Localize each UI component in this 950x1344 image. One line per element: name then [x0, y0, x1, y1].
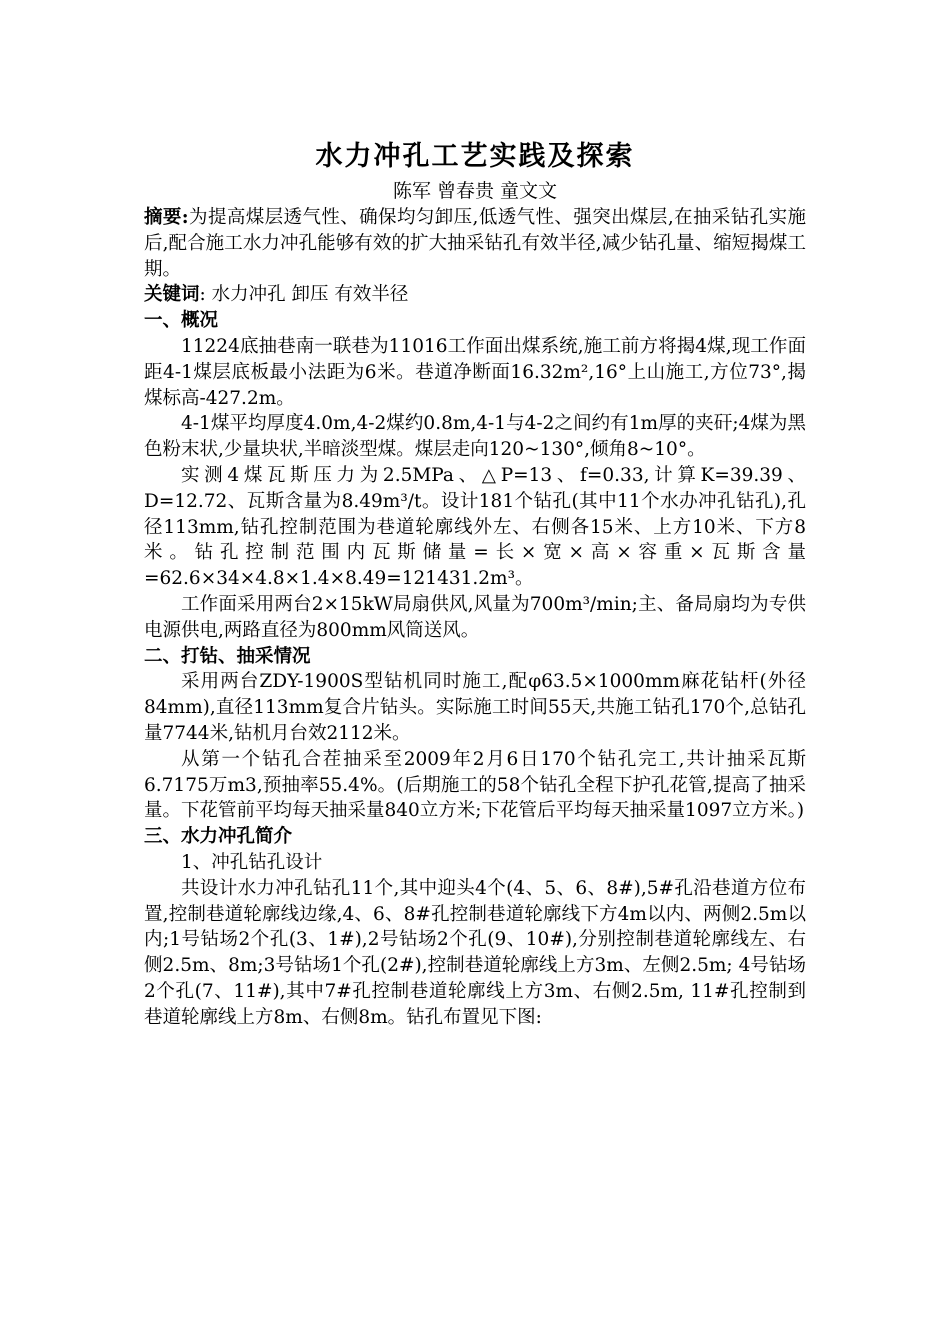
abstract-label: 摘要: — [144, 207, 189, 228]
keywords-label: 关键词 — [144, 284, 200, 306]
paragraph: 工作面采用两台2×15kW局扇供风,风量为700m³/min;主、备局扇均为专供电源供电,两路直径为800mm风筒送风。 — [144, 593, 806, 641]
paragraph: 4-1煤平均厚度4.0m,4-2煤约0.8m,4-1与4-2之间约有1m厚的夹矸;4煤为黑色粉末状,少量块状,半暗淡型煤。煤层走向120~130°,倾角8~10°。 — [144, 413, 806, 461]
paragraph: 采用两台ZDY-1900S型钻机同时施工,配φ63.5×1000mm麻花钻杆(外径84mm),直径113mm复合片钻头。实际施工时间55天,共施工钻孔170个,总钻孔量7744米,钻机月台效2112米。 — [144, 671, 806, 744]
section-heading-overview: 一、概况 — [144, 310, 219, 332]
abstract — [144, 205, 806, 282]
document-body — [144, 136, 806, 1031]
paragraph: 实测4煤瓦斯压力为2.5MPa、△P=13、f=0.33,计算K=39.39、D=12.72、瓦斯含量为8.49m³/t。设计181个钻孔(其中11个水办冲孔钻孔),孔径113mm,钻孔控制范围为巷道轮廓线外左、右侧各15米、上方10米、下方8米。钻孔控制范围内瓦斯储量=长×宽×高×容重×瓦斯含量=62.6×34×4.8×1.4×8.49=121431.2m³。 — [144, 464, 806, 590]
section-heading-hydraulic: 三、水力冲孔简介 — [144, 826, 293, 848]
paragraph: 共设计水力冲孔钻孔11个,其中迎头4个(4、5、6、8#),5#孔沿巷道方位布置,控制巷道轮廓线边缘,4、6、8#孔控制巷道轮廓线下方4m以内、两侧2.5m以内;1号钻场2个孔(3、1#),2号钻场2个孔(9、10#),分别控制巷道轮廓线左、右侧2.5m、8m;3号钻场1个孔(2#),控制巷道轮廓线上方3m、左侧2.5m; 4号钻场2个孔(7、11#),其中7#孔控制巷道轮廓线上方3m、右侧2.5m, 11#孔控制到巷道轮廓线上方8m、右侧8m。钻孔布置见下图: — [144, 877, 806, 1028]
keywords-text: : 水力冲孔 卸压 有效半径 — [199, 284, 409, 306]
abstract-text: 为提高煤层透气性、确保均匀卸压,低透气性、强突出煤层,在抽采钻孔实施后,配合施工水力冲孔能够有效的扩大抽采钻孔有效半径,减少钻孔量、缩短揭煤工期。 — [144, 207, 806, 280]
author-list: 陈军 曾春贵 童文文 — [392, 180, 558, 202]
keywords — [144, 282, 806, 308]
paragraph: 11224底抽巷南一联巷为11016工作面出煤系统,施工前方将揭4煤,现工作面距4-1煤层底板最小法距为6米。巷道净断面16.32m²,16°上山施工,方位73°,揭煤标高-427.2m。 — [144, 335, 806, 409]
section-heading-drilling: 二、打钻、抽采情况 — [144, 645, 311, 667]
subsection-heading: 1、冲孔钻孔设计 — [181, 851, 323, 873]
document-title: 水力冲孔工艺实践及探索 — [315, 141, 635, 172]
paragraph: 从第一个钻孔合茬抽采至2009年2月6日170个钻孔完工,共计抽采瓦斯6.7175万m3,预抽率55.4%。(后期施工的58个钻孔全程下护孔花管,提高了抽采量。下花管前平均每天抽采量840立方米;下花管后平均每天抽采量1097立方米。) — [144, 748, 806, 822]
